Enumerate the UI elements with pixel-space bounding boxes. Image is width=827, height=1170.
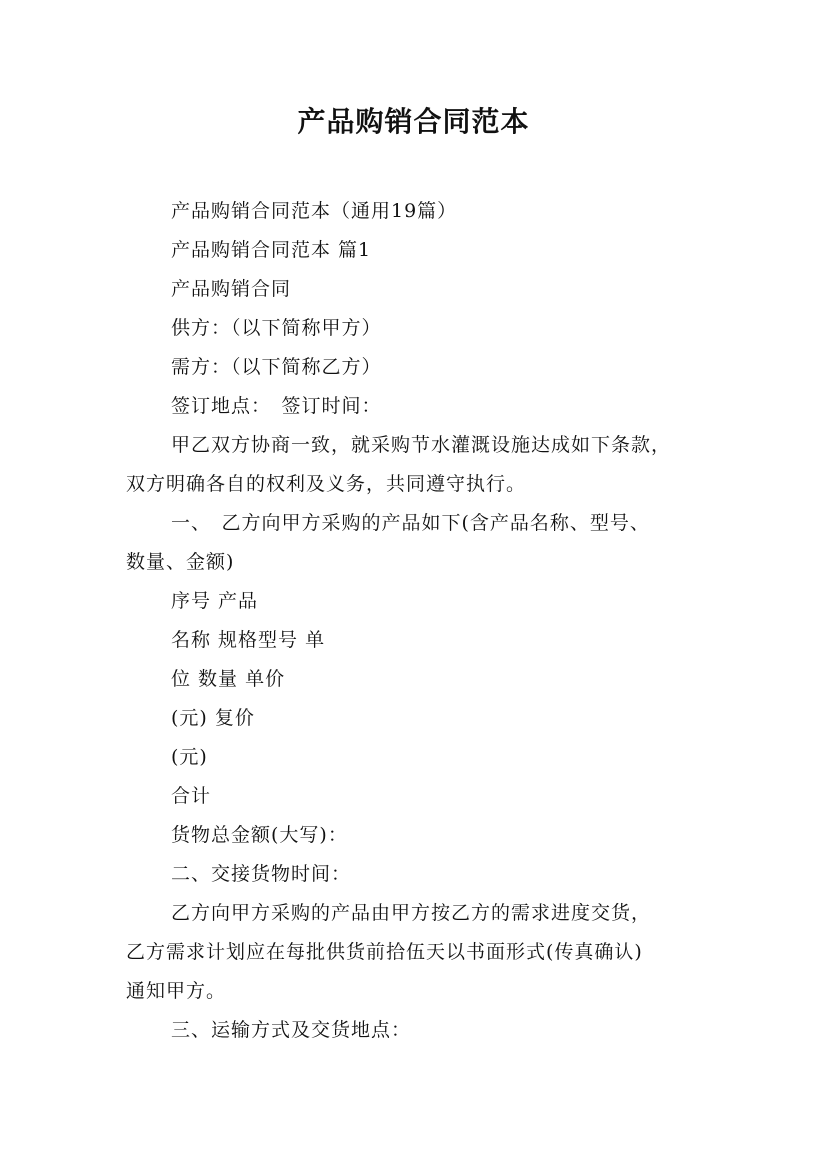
supplier-line: 供方：（以下简称甲方）	[171, 317, 382, 339]
table-text-line: 序号 产品	[171, 590, 259, 612]
table-text-line: (元) 复价	[171, 707, 255, 729]
paragraph-line: 通知甲方。	[126, 980, 227, 1002]
clause-heading: 二、交接货物时间：	[171, 863, 352, 885]
paragraph-line: 乙方需求计划应在每批供货前拾伍天以书面形式(传真确认)	[126, 941, 643, 963]
table-text-line: 名称 规格型号 单	[171, 629, 326, 651]
document-title: 产品购销合同范本	[297, 105, 530, 138]
buyer-line: 需方：（以下简称乙方）	[171, 356, 382, 378]
contract-name: 产品购销合同	[171, 278, 292, 300]
amount-line: 货物总金额(大写)：	[171, 824, 348, 846]
table-text-line: 合计	[171, 785, 212, 807]
table-text-line: (元)	[171, 746, 208, 768]
clause-heading: 三、运输方式及交货地点：	[171, 1019, 412, 1041]
paragraph-line: 数量、金额)	[126, 551, 235, 573]
clause-heading: 一、 乙方向甲方采购的产品如下(含产品名称、型号、	[171, 512, 650, 534]
signing-info-line: 签订地点： 签订时间：	[171, 395, 382, 417]
subtitle-line: 产品购销合同范本（通用19篇）	[171, 200, 458, 222]
section-heading: 产品购销合同范本 篇1	[171, 239, 372, 261]
paragraph-line: 乙方向甲方采购的产品由甲方按乙方的需求进度交货，	[171, 902, 652, 924]
table-text-line: 位 数量 单价	[171, 668, 286, 690]
paragraph-line: 甲乙双方协商一致，就采购节水灌溉设施达成如下条款，	[171, 434, 672, 456]
paragraph-line: 双方明确各自的权利及义务，共同遵守执行。	[126, 473, 527, 495]
